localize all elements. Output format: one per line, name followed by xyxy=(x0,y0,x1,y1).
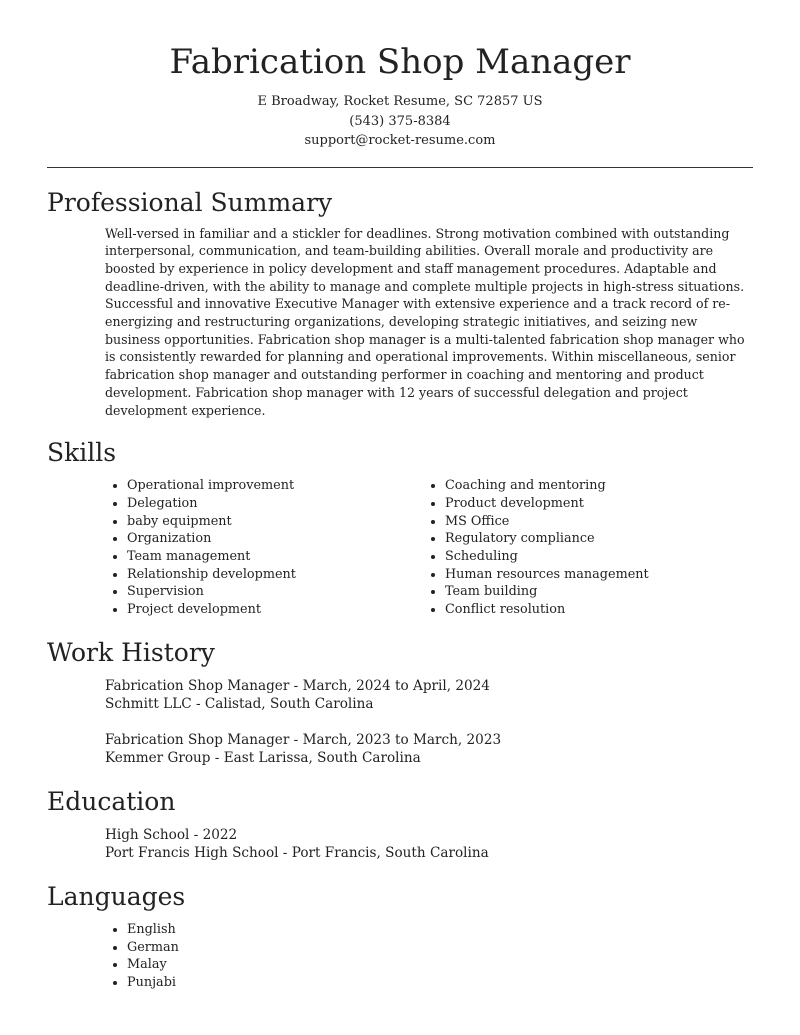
skill-item: • Project development xyxy=(127,601,423,619)
skill-item: • Team management xyxy=(127,548,423,566)
skill-item: • Delegation xyxy=(127,495,423,513)
contact-info xyxy=(47,92,753,151)
skill-item: • Supervision xyxy=(127,583,423,601)
skills-section xyxy=(47,437,753,619)
professional-summary-section xyxy=(47,187,753,420)
section-title-skills: Skills xyxy=(47,438,117,468)
candidate-title: Fabrication Shop Manager xyxy=(169,42,631,82)
degree-year: High School - 2022 xyxy=(105,826,238,843)
section-title-summary: Professional Summary xyxy=(47,187,333,217)
language-item: • Malay xyxy=(127,956,753,974)
skill-item: • Conflict resolution xyxy=(445,601,741,619)
skill-item: • Product development xyxy=(445,495,741,513)
education-section xyxy=(47,786,753,863)
resume-header xyxy=(47,0,753,151)
languages-list xyxy=(105,921,753,992)
section-title-work-history: Work History xyxy=(47,637,215,667)
skill-item: • Organization xyxy=(127,530,423,548)
skills-list-left xyxy=(105,477,423,619)
language-item: • English xyxy=(127,921,753,939)
section-title-languages: Languages xyxy=(47,881,186,911)
language-item: • Punjabi xyxy=(127,974,753,992)
skill-item: • Regulatory compliance xyxy=(445,530,741,548)
address: E Broadway, Rocket Resume, SC 72857 US xyxy=(257,94,543,109)
language-item: • German xyxy=(127,939,753,957)
skill-item: • Coaching and mentoring xyxy=(445,477,741,495)
skills-list-right xyxy=(423,477,741,619)
job-entry xyxy=(105,677,753,714)
job-title-dates: Fabrication Shop Manager - March, 2023 to March, 2023 xyxy=(105,731,502,748)
skill-item: • Scheduling xyxy=(445,548,741,566)
languages-section xyxy=(47,881,753,992)
skill-item: • Operational improvement xyxy=(127,477,423,495)
job-title-dates: Fabrication Shop Manager - March, 2024 to April, 2024 xyxy=(105,677,490,694)
school-location: Port Francis High School - Port Francis, South Carolina xyxy=(105,845,489,862)
work-history-section xyxy=(47,637,753,768)
skill-item: • Relationship development xyxy=(127,566,423,584)
job-entry xyxy=(105,731,753,768)
education-entry xyxy=(105,826,753,863)
job-employer-location: Kemmer Group - East Larissa, South Carolina xyxy=(105,750,421,767)
skill-item: • MS Office xyxy=(445,513,741,531)
phone: (543) 375-8384 xyxy=(349,113,451,129)
header-divider xyxy=(47,167,753,168)
job-employer-location: Schmitt LLC - Calistad, South Carolina xyxy=(105,696,374,713)
summary-text: Well-versed in familiar and a stickler for deadlines. Strong motivation combined with outstanding interpersonal, communication, and team-building abilities. Overall morale and productivity are boosted by experience in policy development and staff management procedures. Adaptable and deadline-driven, with the ability to manage and complete multiple projects in high-stress situations. Successful and innovative Executive Manager with extensive experience and a track record of re-energizing and restructuring organizations, developing strategic initiatives, and seizing new business opportunities. Fabrication shop manager is a multi-talented fabrication shop manager who is consistently rewarded for planning and operational improvements. Within miscellaneous, senior fabrication shop manager and outstanding performer in coaching and mentoring and product development. Fabrication shop manager with 12 years of successful delegation and project development experience. xyxy=(105,225,745,418)
skill-item: • Team building xyxy=(445,583,741,601)
section-title-education: Education xyxy=(47,786,176,816)
skill-item: • baby equipment xyxy=(127,513,423,531)
skill-item: • Human resources management xyxy=(445,566,741,584)
email: support@rocket-resume.com xyxy=(304,133,496,148)
skills-columns xyxy=(105,477,753,619)
